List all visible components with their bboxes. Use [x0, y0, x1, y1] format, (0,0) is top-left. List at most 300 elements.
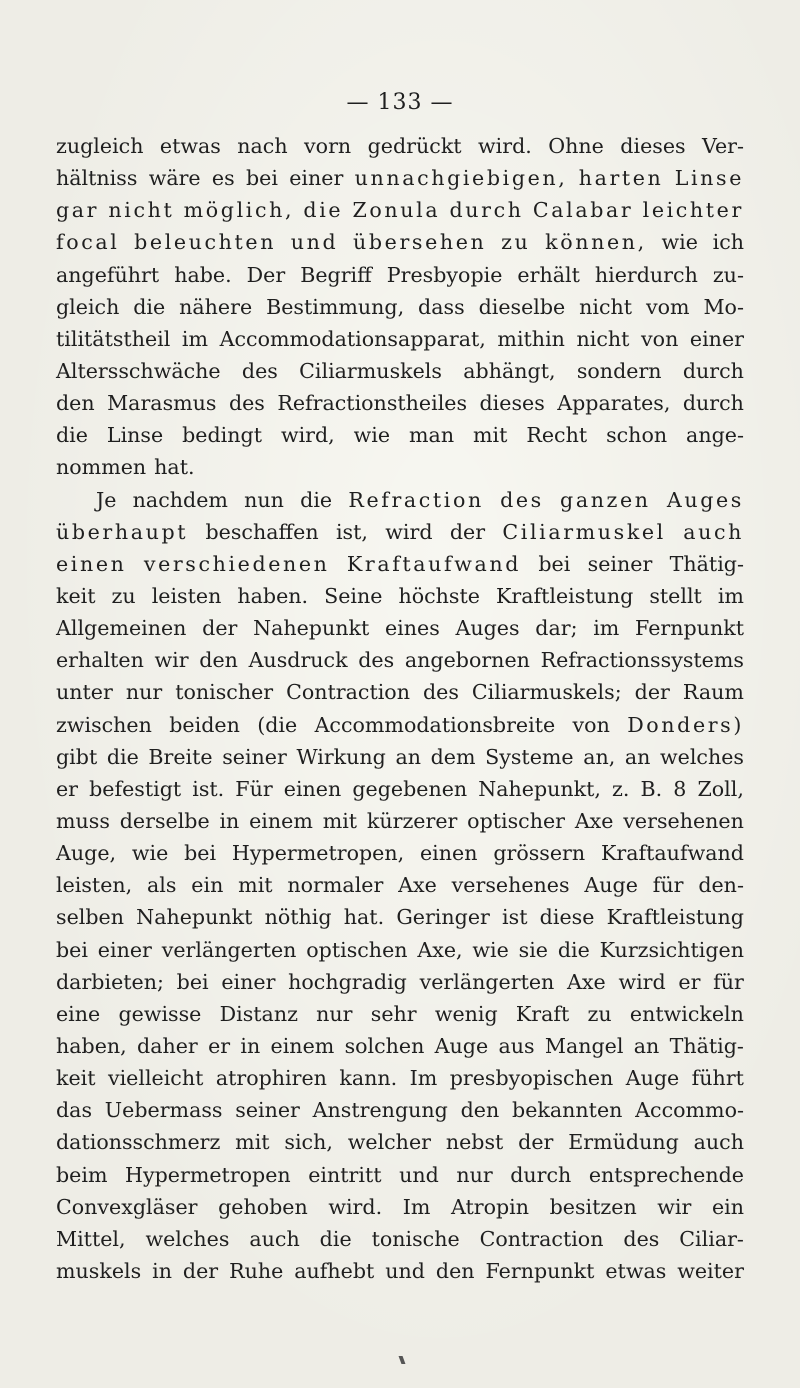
word: focal	[56, 230, 120, 255]
word: B.	[640, 776, 663, 801]
word: Refractionssystems	[540, 648, 744, 673]
word: seiner	[235, 1098, 300, 1123]
word: nur	[125, 680, 163, 705]
word: nähere	[179, 294, 253, 319]
text-line	[56, 741, 744, 773]
word: etwas	[605, 1258, 667, 1283]
text-line	[56, 548, 744, 580]
word: wie	[661, 230, 698, 255]
word: Auges	[666, 487, 744, 512]
word: Ciliarmuskels;	[471, 680, 622, 705]
word: ist.	[192, 776, 225, 801]
word: abhängt,	[463, 358, 556, 383]
word: gedrückt	[367, 134, 462, 158]
word: nur	[456, 1162, 493, 1187]
word: wie	[353, 423, 391, 448]
text-line	[56, 1191, 744, 1223]
text-line	[56, 484, 744, 516]
word: Linse	[674, 166, 744, 191]
word: einem	[270, 1033, 335, 1058]
word: Refraction	[348, 487, 484, 512]
word: als	[147, 873, 177, 898]
word: dem	[430, 744, 476, 769]
word: leisten	[151, 583, 222, 608]
word: zu	[501, 230, 531, 255]
word: Calabar	[532, 198, 634, 223]
word: er	[208, 1033, 231, 1058]
word: gleich	[56, 294, 120, 319]
text-line	[56, 226, 744, 258]
word: gibt	[56, 744, 98, 769]
text-line	[56, 1030, 744, 1062]
word: dass	[418, 294, 465, 319]
word: im	[593, 616, 620, 641]
word: optischen	[306, 937, 408, 962]
word: nöthig	[264, 905, 332, 930]
word: bei	[56, 937, 88, 962]
word: beim	[56, 1162, 108, 1187]
word: der	[182, 1258, 219, 1283]
word: übersehen	[353, 230, 487, 255]
word: für	[652, 873, 684, 898]
word: entwickeln	[629, 1001, 744, 1026]
word: (die	[257, 712, 298, 737]
word: welches	[145, 1226, 230, 1251]
word: haben,	[56, 1033, 127, 1058]
word: gehoben	[218, 1194, 308, 1219]
word: Mo-	[703, 294, 744, 319]
word: zwischen	[56, 712, 152, 737]
word: durch	[510, 1162, 572, 1187]
word: wir	[657, 1194, 692, 1219]
word: tilitätstheil	[56, 326, 171, 351]
word: erhalten	[56, 648, 144, 673]
word: zugleich	[56, 134, 144, 158]
word: entsprechende	[588, 1162, 744, 1187]
word: des	[241, 358, 278, 383]
word: wird.	[478, 134, 532, 158]
word: vielleicht	[107, 1066, 204, 1091]
word: seiner	[222, 744, 287, 769]
word: Seine	[324, 583, 383, 608]
word: vom	[645, 294, 690, 319]
word: Auge	[584, 873, 638, 898]
word: Fernpunkt	[635, 616, 744, 641]
text-line	[56, 1062, 744, 1094]
word: Ciliarmuskel	[502, 519, 666, 544]
word: Atropin	[450, 1194, 530, 1219]
word: tonische	[371, 1226, 460, 1251]
word: besitzen	[549, 1194, 637, 1219]
text-line	[56, 644, 744, 676]
ink-mark	[399, 1356, 406, 1364]
word: etwas	[159, 134, 221, 158]
word: nommen	[56, 455, 147, 480]
word: unnachgiebigen,	[354, 166, 568, 191]
word: sich,	[284, 1130, 333, 1155]
word: Uebermass	[104, 1098, 223, 1123]
word: keit	[56, 1066, 96, 1091]
word: Ver-	[702, 134, 744, 158]
word: mit	[322, 808, 358, 833]
word: Zoll,	[697, 776, 744, 801]
word: ein	[711, 1194, 744, 1219]
word: wie	[472, 937, 509, 962]
word: auch	[693, 1130, 744, 1155]
word: befestigt	[89, 776, 182, 801]
word: Kraftleistung	[606, 905, 744, 930]
text-line	[56, 580, 744, 612]
word: im	[181, 326, 209, 351]
word: die	[557, 937, 590, 962]
word: darbieten;	[56, 969, 164, 994]
word: bedingt	[182, 423, 262, 448]
word: Donders)	[627, 712, 744, 737]
word: durch	[449, 198, 524, 223]
word: Ohne	[548, 134, 604, 158]
word: Contraction	[286, 680, 410, 705]
word: wird	[618, 969, 666, 994]
text-line	[56, 966, 744, 998]
text-line	[56, 773, 744, 805]
word: unter	[56, 680, 113, 705]
text-line	[56, 162, 744, 194]
word: Altersschwäche	[56, 358, 221, 383]
word: nicht	[576, 326, 630, 351]
word: das	[56, 1098, 93, 1123]
word: Refractionstheiles	[277, 391, 468, 416]
text-line	[56, 451, 744, 483]
word: der	[634, 680, 670, 705]
word: Axe	[574, 808, 614, 833]
word: einer	[689, 326, 744, 351]
word: ich	[712, 230, 744, 255]
word: an	[395, 744, 422, 769]
word: ange-	[686, 423, 744, 448]
word: wird.	[328, 1194, 383, 1219]
word: an,	[583, 744, 616, 769]
text-line	[56, 612, 744, 644]
word: der	[449, 519, 486, 544]
word: bei	[538, 551, 571, 576]
word: durch	[682, 358, 744, 383]
word: gar	[56, 198, 100, 223]
word: von	[572, 712, 610, 737]
word: presbyopischen	[449, 1066, 614, 1091]
word: hältniss	[56, 166, 138, 191]
word: hierdurch	[594, 262, 698, 287]
word: Auge,	[56, 841, 117, 866]
word: Nahepunkt	[136, 905, 253, 930]
word: die	[106, 744, 139, 769]
text-line	[56, 1159, 744, 1191]
word: Distanz	[219, 1001, 298, 1026]
word: durch	[682, 391, 744, 416]
word: Recht	[526, 423, 588, 448]
word: nachdem	[132, 487, 228, 512]
word: welcher	[347, 1130, 431, 1155]
text-line	[56, 869, 744, 901]
word: kürzerer	[366, 808, 458, 833]
word: sehr	[370, 1001, 417, 1026]
word: Ermüdung	[568, 1130, 679, 1155]
word: sondern	[576, 358, 662, 383]
word: zu	[111, 583, 136, 608]
word: Apparates,	[557, 391, 671, 416]
word: Thätig-	[669, 551, 744, 576]
word: habe.	[174, 262, 232, 287]
text-line	[56, 837, 744, 869]
word: Hypermetropen,	[231, 841, 405, 866]
word: Kraft	[515, 1001, 570, 1026]
word: wird	[385, 519, 433, 544]
word: ist,	[335, 519, 368, 544]
word: Mittel,	[56, 1226, 126, 1251]
word: mit	[238, 873, 273, 898]
word: an	[633, 1033, 660, 1058]
word: sie	[518, 937, 548, 962]
word: dieses	[479, 391, 545, 416]
word: Kraftaufwand	[346, 551, 522, 576]
word: Begriff	[300, 262, 372, 287]
word: erhält	[517, 262, 580, 287]
word: Systeme	[485, 744, 574, 769]
word: optischer	[467, 808, 566, 833]
word: leisten,	[56, 873, 133, 898]
word: einen	[283, 776, 342, 801]
word: verschiedenen	[143, 551, 330, 576]
word: Hypermetropen	[125, 1162, 291, 1187]
word: es	[211, 166, 235, 191]
word: Kurzsichtigen	[599, 937, 744, 962]
word: Allgemeinen	[56, 616, 187, 641]
word: zu	[587, 1001, 612, 1026]
word: mit	[473, 423, 508, 448]
word: eintritt	[308, 1162, 382, 1187]
word: keit	[56, 583, 96, 608]
word: Auges	[455, 616, 520, 641]
word: die	[319, 1226, 352, 1251]
word: Contraction	[479, 1226, 604, 1251]
word: beiden	[169, 712, 240, 737]
text-line	[56, 934, 744, 966]
word: mithin	[497, 326, 565, 351]
word: Breite	[148, 744, 213, 769]
word: einem	[249, 808, 313, 833]
word: an	[624, 744, 651, 769]
word: Accommodationsbreite	[314, 712, 556, 737]
word: und	[385, 1258, 425, 1283]
text-line	[56, 998, 744, 1030]
word: Axe	[567, 969, 606, 994]
text-line	[56, 291, 744, 323]
word: Kraftleistung	[495, 583, 634, 608]
text-line	[56, 516, 744, 548]
word: die	[56, 423, 88, 448]
word: ganzen	[560, 487, 651, 512]
word: nicht	[579, 294, 633, 319]
word: ist	[502, 905, 528, 930]
word: versehenen	[623, 808, 744, 833]
word: den	[435, 1258, 475, 1283]
word: möglich,	[183, 198, 295, 223]
word: mit	[235, 1130, 270, 1155]
text-line	[56, 323, 744, 355]
word: leichter	[642, 198, 744, 223]
word: Mangel	[544, 1033, 624, 1058]
word: Presbyopie	[386, 262, 503, 287]
word: Ciliarmuskels	[299, 358, 442, 383]
word: Nahepunkt	[253, 616, 370, 641]
word: grössern	[493, 841, 586, 866]
word: Der	[246, 262, 286, 287]
word: Marasmus	[107, 391, 217, 416]
word: beschaffen	[205, 519, 319, 544]
word: aufhebt	[294, 1258, 375, 1283]
text-line	[56, 1094, 744, 1126]
word: er	[678, 969, 701, 994]
text-line	[56, 419, 744, 451]
word: eines	[384, 616, 440, 641]
word: zu-	[712, 262, 744, 287]
word: der	[202, 616, 238, 641]
word: in	[240, 1033, 261, 1058]
word: Geringer	[396, 905, 490, 930]
word: wir	[154, 648, 189, 673]
word: führt	[691, 1066, 744, 1091]
word: z.	[612, 776, 630, 801]
word: 8	[673, 776, 687, 801]
word: dieses	[620, 134, 686, 158]
word: und	[399, 1162, 439, 1187]
word: Wirkung	[296, 744, 386, 769]
word: in	[152, 1258, 172, 1283]
word: Im	[409, 1066, 438, 1091]
word: daher	[137, 1033, 198, 1058]
word: verlängerten	[161, 937, 297, 962]
word: dationsschmerz	[56, 1130, 221, 1155]
word: der	[518, 1130, 554, 1155]
word: können,	[545, 230, 647, 255]
word: derselbe	[119, 808, 210, 833]
word: Accommodationsapparat,	[219, 326, 486, 351]
word: hat.	[154, 455, 195, 480]
word: den-	[698, 873, 744, 898]
word: dieselbe	[478, 294, 566, 319]
word: Linse	[106, 423, 164, 448]
word: Ruhe	[229, 1258, 284, 1283]
text-line	[56, 709, 744, 741]
word: muskels	[56, 1258, 142, 1283]
word: den	[199, 648, 238, 673]
text-line	[56, 387, 744, 419]
word: vorn	[304, 134, 352, 158]
word: bei	[176, 969, 209, 994]
word: nicht	[108, 198, 175, 223]
word: aus	[498, 1033, 535, 1058]
word: weiter	[677, 1258, 744, 1283]
word: Ciliar-	[679, 1226, 744, 1251]
word: versehenes	[451, 873, 570, 898]
text-line	[56, 1255, 744, 1287]
word: gewisse	[118, 1001, 202, 1026]
word: muss	[56, 808, 110, 833]
word: Je	[96, 487, 117, 512]
word: Nahepunkt,	[478, 776, 601, 801]
word: von	[641, 326, 679, 351]
word: dar;	[535, 616, 578, 641]
word: Axe	[398, 873, 437, 898]
word: einer	[97, 937, 152, 962]
word: einen	[56, 551, 127, 576]
word: wenig	[434, 1001, 498, 1026]
word: nur	[316, 1001, 353, 1026]
word: des	[422, 680, 459, 705]
word: eine	[56, 1001, 101, 1026]
word: schon	[606, 423, 668, 448]
word: solchen	[344, 1033, 425, 1058]
word: nach	[237, 134, 288, 158]
word: den	[56, 391, 95, 416]
word: und	[290, 230, 339, 255]
word: des	[500, 487, 544, 512]
word: Im	[402, 1194, 431, 1219]
word: Auge	[434, 1033, 489, 1058]
word: nebst	[445, 1130, 504, 1155]
word: hochgradig	[288, 969, 407, 994]
word: Fernpunkt	[485, 1258, 595, 1283]
word: einer	[289, 166, 344, 191]
word: wird,	[280, 423, 335, 448]
word: einer	[221, 969, 276, 994]
word: selben	[56, 905, 124, 930]
word: tonischer	[175, 680, 274, 705]
word: normaler	[287, 873, 384, 898]
word: nun	[244, 487, 284, 512]
word: im	[717, 583, 744, 608]
word: Convexgläser	[56, 1194, 198, 1219]
word: stellt	[649, 583, 702, 608]
word: atrophiren	[215, 1066, 327, 1091]
page-number: — 133 —	[346, 90, 454, 115]
text-line	[56, 130, 744, 162]
word: bei	[184, 841, 217, 866]
word: auch	[249, 1226, 300, 1251]
word: auch	[683, 519, 744, 544]
word: die	[303, 198, 344, 223]
word: harten	[578, 166, 664, 191]
text-line	[56, 355, 744, 387]
word: angeführt	[56, 262, 160, 287]
word: bei	[245, 166, 278, 191]
text-line	[56, 194, 744, 226]
word: wäre	[148, 166, 201, 191]
word: angebornen	[404, 648, 530, 673]
word: Anstrengung	[312, 1098, 448, 1123]
text-line	[56, 1126, 744, 1158]
body-text	[56, 130, 744, 1287]
word: gegebenen	[352, 776, 468, 801]
word: verlängerten	[419, 969, 555, 994]
word: seiner	[587, 551, 653, 576]
word: des	[358, 648, 395, 673]
word: Kraftaufwand	[601, 841, 744, 866]
word: höchste	[398, 583, 480, 608]
word: des	[623, 1226, 660, 1251]
word: für	[713, 969, 744, 994]
word: man	[409, 423, 455, 448]
word: bekannten	[512, 1098, 623, 1123]
